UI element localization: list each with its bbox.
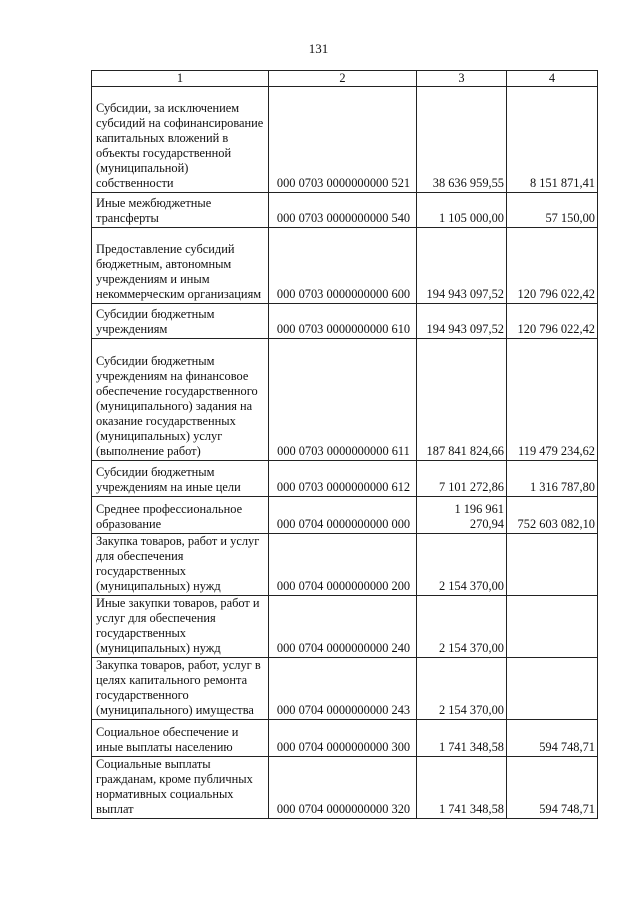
table-row [92, 497, 598, 534]
row-value-col4: 120 796 022,42 [507, 304, 598, 339]
budget-table [91, 70, 598, 819]
page-number: 131 [308, 41, 329, 56]
row-code: 000 0703 0000000000 600 [269, 228, 417, 304]
row-value-col3: 1 196 961 270,94 [417, 497, 507, 534]
table-row [92, 193, 598, 228]
row-name: Субсидии бюджетным учреждениям на финансовое обеспечение государственного (муниципального) задания на оказание государственных (муниципальных) услуг (выполнение работ) [92, 339, 269, 461]
table-row [92, 87, 598, 193]
row-code: 000 0704 0000000000 240 [269, 596, 417, 658]
column-header: 1 [92, 71, 269, 87]
row-value-col3: 194 943 097,52 [417, 304, 507, 339]
table-header-row [92, 71, 598, 87]
row-value-col4 [507, 534, 598, 596]
table-row [92, 461, 598, 497]
row-code: 000 0704 0000000000 200 [269, 534, 417, 596]
table-row [92, 339, 598, 461]
row-code: 000 0703 0000000000 612 [269, 461, 417, 497]
row-value-col4: 119 479 234,62 [507, 339, 598, 461]
row-name: Субсидии бюджетным учреждениям на иные цели [92, 461, 269, 497]
row-value-col4: 594 748,71 [507, 720, 598, 757]
row-code: 000 0704 0000000000 243 [269, 658, 417, 720]
row-code: 000 0703 0000000000 611 [269, 339, 417, 461]
table-row [92, 228, 598, 304]
table-row [92, 596, 598, 658]
row-value-col4: 752 603 082,10 [507, 497, 598, 534]
row-value-col3: 1 105 000,00 [417, 193, 507, 228]
table-row [92, 304, 598, 339]
row-value-col3: 2 154 370,00 [417, 534, 507, 596]
row-value-col3: 1 741 348,58 [417, 757, 507, 819]
table-row [92, 757, 598, 819]
row-value-col4: 57 150,00 [507, 193, 598, 228]
table-row [92, 534, 598, 596]
row-value-col3: 2 154 370,00 [417, 596, 507, 658]
row-code: 000 0703 0000000000 521 [269, 87, 417, 193]
row-value-col3: 1 741 348,58 [417, 720, 507, 757]
table-row [92, 720, 598, 757]
row-name: Субсидии бюджетным учреждениям [92, 304, 269, 339]
column-header: 3 [417, 71, 507, 87]
row-value-col4 [507, 658, 598, 720]
row-name: Иные межбюджетные трансферты [92, 193, 269, 228]
column-header: 2 [269, 71, 417, 87]
row-name: Социальные выплаты гражданам, кроме публичных нормативных социальных выплат [92, 757, 269, 819]
row-name: Среднее профессиональное образование [92, 497, 269, 534]
row-name: Субсидии, за исключением субсидий на софинансирование капитальных вложений в объекты государственной (муниципальной) собственности [92, 87, 269, 193]
row-name: Закупка товаров, работ и услуг для обеспечения государственных (муниципальных) нужд [92, 534, 269, 596]
row-code: 000 0704 0000000000 300 [269, 720, 417, 757]
row-value-col4: 8 151 871,41 [507, 87, 598, 193]
column-header: 4 [507, 71, 598, 87]
row-value-col3: 2 154 370,00 [417, 658, 507, 720]
row-value-col3: 194 943 097,52 [417, 228, 507, 304]
row-value-col3: 38 636 959,55 [417, 87, 507, 193]
row-name: Социальное обеспечение и иные выплаты населению [92, 720, 269, 757]
row-value-col3: 187 841 824,66 [417, 339, 507, 461]
row-name: Предоставление субсидий бюджетным, автономным учреждениям и иным некоммерческим организациям [92, 228, 269, 304]
row-value-col4: 120 796 022,42 [507, 228, 598, 304]
row-name: Закупка товаров, работ, услуг в целях капитального ремонта государственного (муниципального) имущества [92, 658, 269, 720]
row-value-col4 [507, 596, 598, 658]
row-name: Иные закупки товаров, работ и услуг для обеспечения государственных (муниципальных) нужд [92, 596, 269, 658]
row-code: 000 0703 0000000000 610 [269, 304, 417, 339]
row-value-col4: 594 748,71 [507, 757, 598, 819]
row-code: 000 0703 0000000000 540 [269, 193, 417, 228]
row-code: 000 0704 0000000000 000 [269, 497, 417, 534]
row-value-col3: 7 101 272,86 [417, 461, 507, 497]
row-code: 000 0704 0000000000 320 [269, 757, 417, 819]
row-value-col4: 1 316 787,80 [507, 461, 598, 497]
table-row [92, 658, 598, 720]
